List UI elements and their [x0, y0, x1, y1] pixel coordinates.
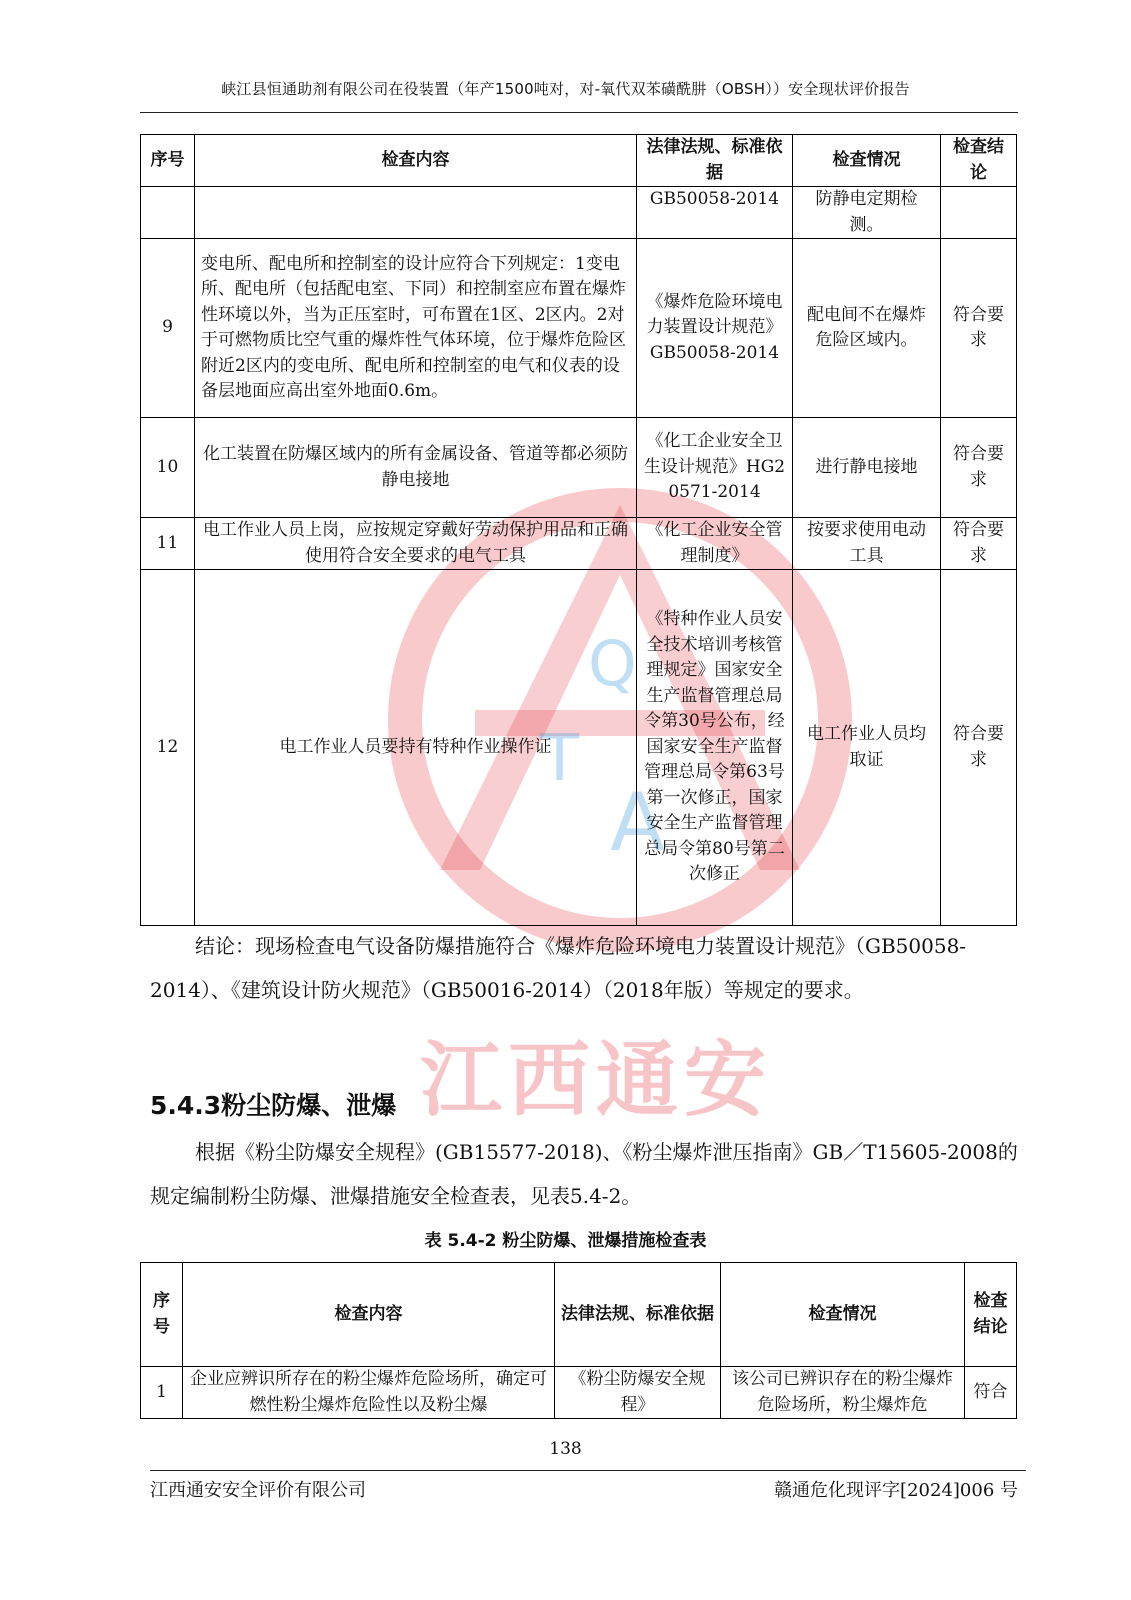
table-row: [141, 187, 1017, 239]
header-status: 检查情况: [721, 1263, 965, 1367]
cell-result: 符合要求: [941, 418, 1017, 518]
header-status: 检查情况: [793, 135, 941, 187]
cell-no: 1: [141, 1367, 183, 1419]
cell-no: 9: [141, 239, 195, 418]
cell-status: 防静电定期检测。: [793, 187, 941, 239]
page-number: 138: [549, 1439, 582, 1459]
header-result: 检查结论: [941, 135, 1017, 187]
header-no: 序号: [141, 1263, 183, 1367]
header-basis: 法律法规、标准依据: [637, 135, 793, 187]
cell-status: 按要求使用电动工具: [793, 518, 941, 570]
cell-basis: 《化工企业安全卫生设计规范》HG20571-2014: [637, 418, 793, 518]
cell-content: 化工装置在防爆区域内的所有金属设备、管道等都必须防静电接地: [195, 418, 637, 518]
cell-result: 符合要求: [941, 570, 1017, 926]
cell-basis: 《爆炸危险环境电力装置设计规范》GB50058-2014: [637, 239, 793, 418]
cell-content: 电工作业人员要持有特种作业操作证: [195, 570, 637, 926]
cell-basis: GB50058-2014: [637, 187, 793, 239]
table-row: [141, 418, 1017, 518]
cell-basis: 《特种作业人员安全技术培训考核管理规定》国家安全生产监督管理总局令第30号公布，经国家安全生产监督管理总局令第63号第一次修正，国家安全生产监督管理总局令第80号第二次修正: [637, 570, 793, 926]
section-title: 5.4.3粉尘防爆、泄爆: [150, 1091, 397, 1120]
header-result: 检查结论: [965, 1263, 1017, 1367]
cell-content: 变电所、配电所和控制室的设计应符合下列规定：1变电所、配电所（包括配电室、下同）和控制室应布置在爆炸性环境以外，当为正压室时，可布置在1区、2区内。2对于可燃物质比空气重的爆炸性气体环境，位于爆炸危险区附近2区内的变电所、配电所和控制室的电气和仪表的设备层地面应高出室外地面0.6m。: [195, 239, 637, 418]
cell-no: 12: [141, 570, 195, 926]
conclusion-paragraph: 结论：现场检查电气设备防爆措施符合《爆炸危险环境电力装置设计规范》（GB50058-2014）、《建筑设计防火规范》（GB50016-2014）（2018年版）等规定的要求。: [150, 934, 967, 1002]
header-no: 序号: [141, 135, 195, 187]
table-header-row: [141, 135, 1017, 187]
cell-status: 该公司已辨识存在的粉尘爆炸危险场所，粉尘爆炸危: [721, 1367, 965, 1419]
watermark-text: 江西通安: [420, 1033, 773, 1128]
header-content: 检查内容: [183, 1263, 555, 1367]
cell-result: 符合要求: [941, 239, 1017, 418]
header-content: 检查内容: [195, 135, 637, 187]
watermark-letter-a: A: [610, 776, 665, 869]
table-caption: 表 5.4-2 粉尘防爆、泄爆措施检查表: [424, 1231, 707, 1251]
footer-divider: [150, 1470, 1026, 1471]
cell-no: [141, 187, 195, 239]
header-divider: [140, 112, 1018, 113]
cell-result: 符合: [965, 1367, 1017, 1419]
cell-no: 11: [141, 518, 195, 570]
cell-no: 10: [141, 418, 195, 518]
cell-result: [941, 187, 1017, 239]
cell-status: 进行静电接地: [793, 418, 941, 518]
header-basis: 法律法规、标准依据: [555, 1263, 721, 1367]
cell-basis: 《化工企业安全管理制度》: [637, 518, 793, 570]
table-row: [141, 1367, 1017, 1419]
cell-content: [195, 187, 637, 239]
footer-company: 江西通安安全评价有限公司: [150, 1480, 366, 1501]
table-row: [141, 570, 1017, 926]
section-intro: 根据《粉尘防爆安全规程》(GB15577-2018)、《粉尘爆炸泄压指南》GB／T15605-2008的规定编制粉尘防爆、泄爆措施安全检查表，见表5.4-2。: [150, 1140, 1018, 1208]
footer-doc-number: 赣通危化现评字[2024]006 号: [774, 1480, 1018, 1501]
dust-explosion-check-table: [140, 1262, 1017, 1419]
cell-content: 电工作业人员上岗，应按规定穿戴好劳动保护用品和正确使用符合安全要求的电气工具: [195, 518, 637, 570]
cell-result: 符合要求: [941, 518, 1017, 570]
watermark-letter-t: T: [540, 722, 580, 796]
cell-content: 企业应辨识所存在的粉尘爆炸危险场所，确定可燃性粉尘爆炸危险性以及粉尘爆: [183, 1367, 555, 1419]
electrical-check-table: [140, 134, 1017, 926]
table-row: [141, 518, 1017, 570]
cell-basis: 《粉尘防爆安全规程》: [555, 1367, 721, 1419]
table-header-row: [141, 1263, 1017, 1367]
page-header: 峡江县恒通助剂有限公司在役装置（年产1500吨对，对-氧代双苯磺酰肼（OBSH））安全现状评价报告: [221, 80, 910, 98]
watermark-letter-q: Q: [588, 627, 637, 700]
table-row: [141, 239, 1017, 418]
cell-status: 配电间不在爆炸危险区域内。: [793, 239, 941, 418]
cell-status: 电工作业人员均取证: [793, 570, 941, 926]
